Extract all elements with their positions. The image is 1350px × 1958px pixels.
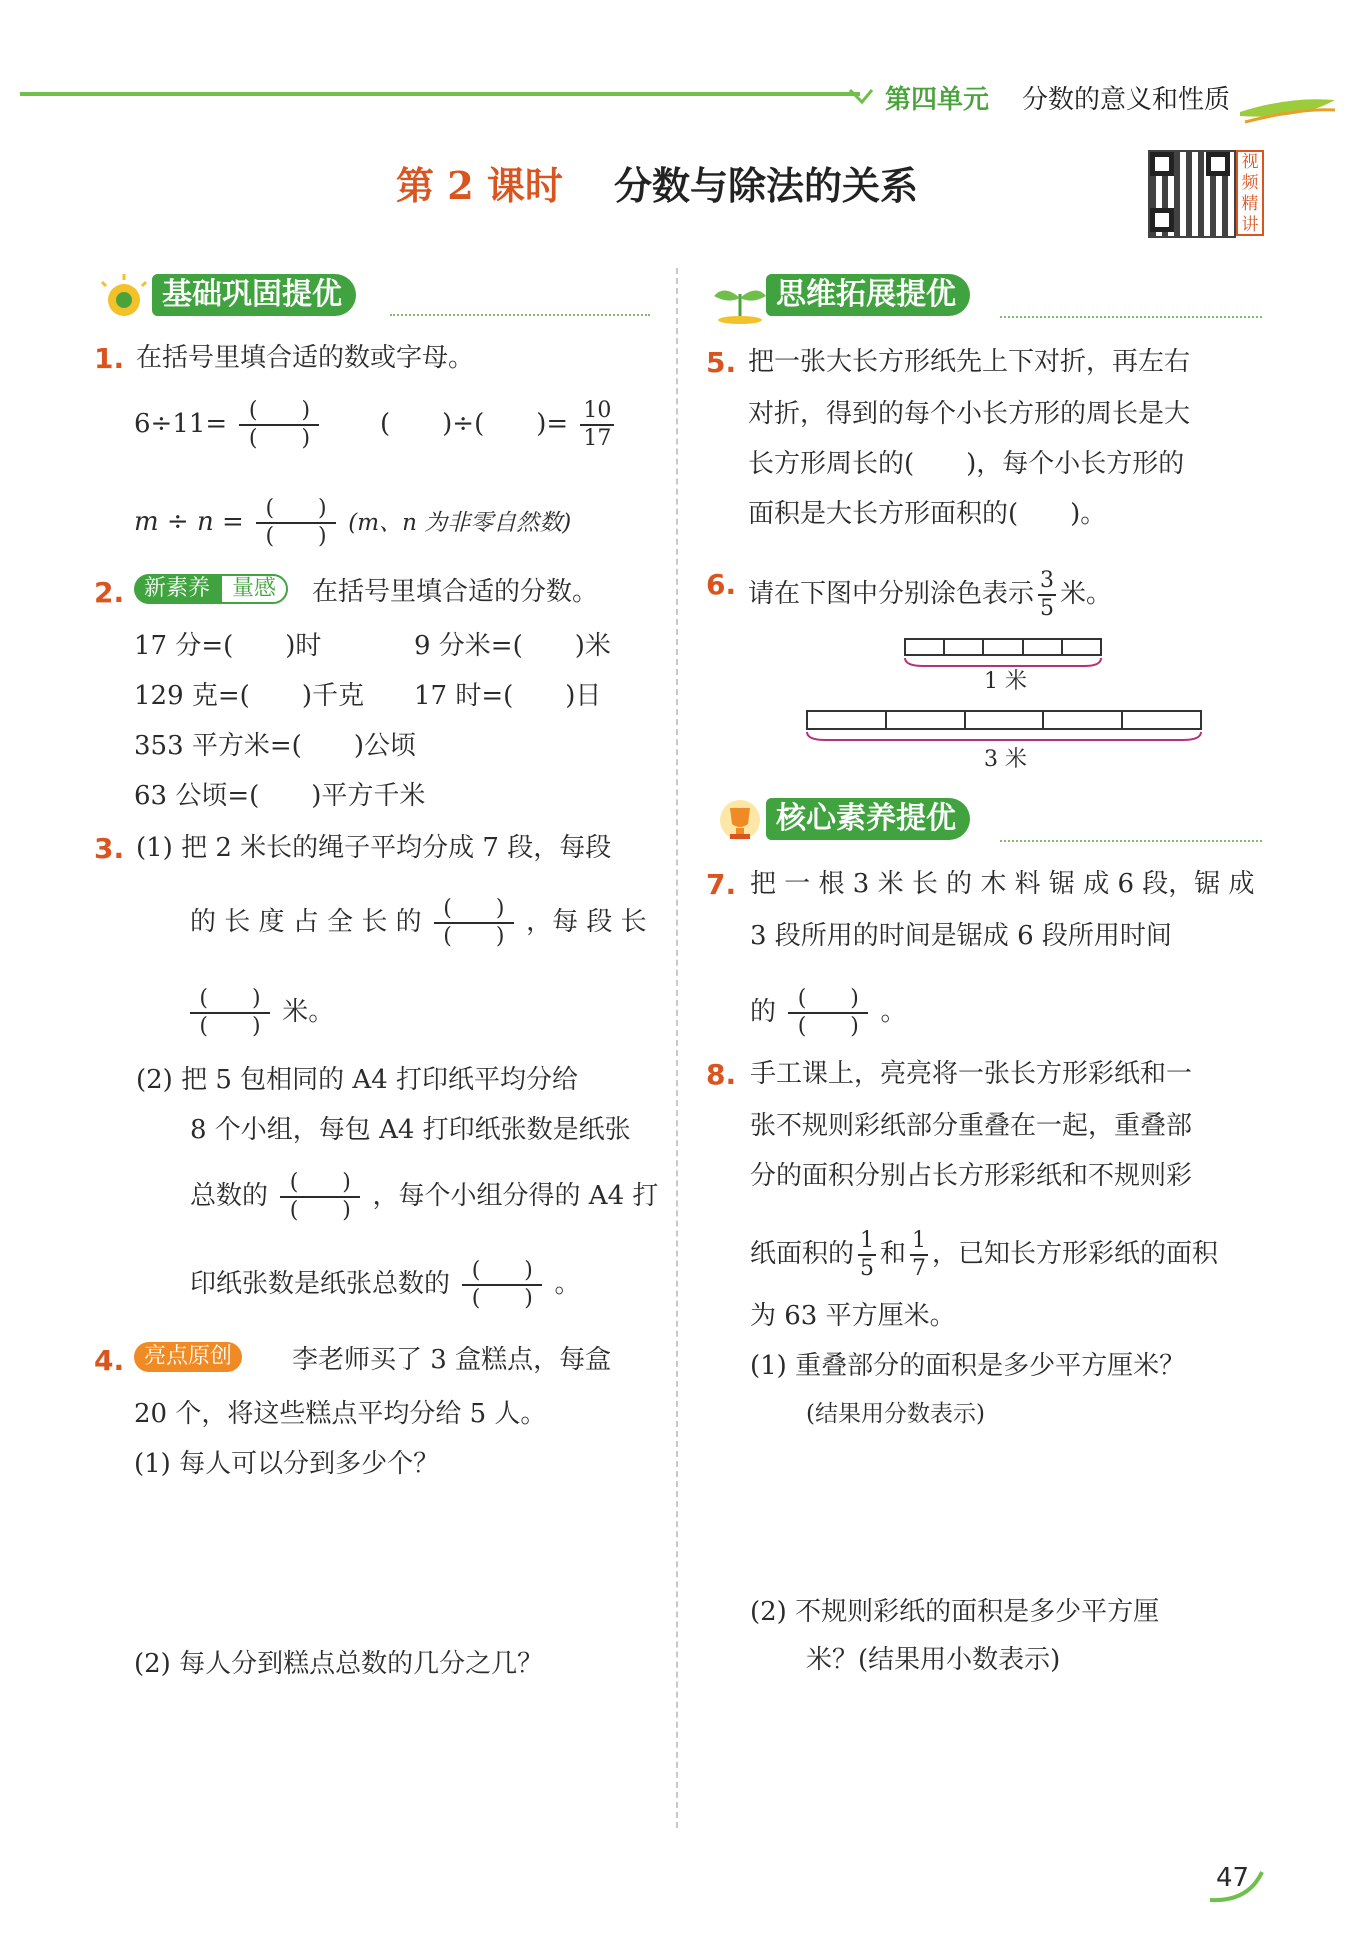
q3-p2b: 8 个小组，每包 A4 打印纸张数是纸张: [190, 1115, 631, 1145]
unit-title: 分数的意义和性质: [1022, 85, 1231, 115]
q1-number: 1.: [94, 342, 125, 375]
q1-eq2: ( )÷( )= $\frac{10}{17}$: [380, 398, 618, 452]
section-basic-underline: [390, 314, 650, 316]
q8-line2: 张不规则彩纸部分重叠在一起，重叠部: [750, 1111, 1193, 1141]
lesson-number: 第 2 课时: [396, 163, 563, 208]
sprout-icon: [708, 274, 772, 324]
qr-corner-tr: [1206, 152, 1230, 176]
q3-p1d: $\frac{( )}{( )}$ 米。: [186, 986, 334, 1040]
q2-badge: 新素养 量感: [134, 574, 288, 604]
qr-corner-bl: [1150, 208, 1174, 232]
q3-p2c: 总数的 $\frac{( )}{( )}$ ，每个小组分得的 A4 打: [190, 1170, 659, 1223]
column-divider: [676, 268, 678, 1828]
q4-number: 4.: [94, 1344, 125, 1377]
lesson-title: 分数与除法的关系: [614, 163, 919, 208]
q1-eq1: 6÷11= $\frac{( )}{( )}$: [134, 398, 323, 452]
qr-side-label: 视 频 精 讲: [1236, 150, 1264, 236]
q8-sub1: (1) 重叠部分的面积是多少平方厘米？: [750, 1351, 1186, 1381]
q6-label-3m: 3 米: [984, 747, 1027, 772]
q2-line4: 63 公顷=( )平方千米: [134, 781, 426, 811]
q8-sub2b: 米？(结果用小数表示): [806, 1645, 1061, 1675]
q5-line2: 对折，得到的每个小长方形的周长是大: [748, 399, 1191, 429]
q4-line2: 20 个，将这些糕点平均分给 5 人。: [134, 1399, 547, 1429]
q7-line1: 把 一 根 3 米 长 的 木 料 锯 成 6 段，锯 成: [750, 869, 1255, 899]
q5-line3: 长方形周长的( )，每个小长方形的: [748, 449, 1185, 479]
q2-line1a: 17 分=( )时: [134, 631, 322, 661]
q7-line2: 3 段所用的时间是锯成 6 段所用时间: [750, 921, 1172, 951]
q6-label-1m: 1 米: [984, 669, 1027, 694]
section-core-underline: [1000, 840, 1262, 842]
q8-number: 8.: [706, 1058, 737, 1091]
q8-line4: 纸面积的 $\frac{1}{5}$ 和 $\frac{1}{7}$ ，已知长方形彩纸的面积: [750, 1228, 1219, 1281]
q6-number: 6.: [706, 568, 737, 601]
q6-rect-1m[interactable]: [904, 638, 1102, 656]
qr-corner-tl: [1150, 152, 1174, 176]
q8-sub1-note: (结果用分数表示): [806, 1401, 985, 1427]
q3-number: 3.: [94, 832, 125, 865]
q4-line1: 李老师买了 3 盒糕点，每盒: [292, 1345, 612, 1375]
q3-p2e: 印纸张数是纸张总数的 $\frac{( )}{( )}$ 。: [190, 1258, 581, 1311]
q6-rect-3m[interactable]: [806, 710, 1202, 730]
section-core-title: 核心素养提优: [766, 798, 970, 840]
q8-line1: 手工课上，亮亮将一张长方形彩纸和一: [750, 1059, 1193, 1089]
q2-line2b: 17 时=( )日: [414, 681, 602, 711]
q5-line4: 面积是大长方形面积的( )。: [748, 499, 1107, 529]
q2-line3: 353 平方米=( )公顷: [134, 731, 416, 761]
q7-line3: 的 $\frac{( )}{( )}$ 。: [750, 986, 907, 1039]
section-basic-title: 基础巩固提优: [152, 274, 356, 316]
trophy-icon: [708, 796, 772, 846]
q2-number: 2.: [94, 576, 125, 609]
q6-brace-3m: [806, 730, 1202, 744]
q3-p1b: 的 长 度 占 全 长 的 $\frac{( )}{( )}$ ，每 段 长: [190, 896, 647, 949]
unit-label: 第四单元: [885, 85, 990, 115]
q4-sub2: (2) 每人分到糕点总数的几分之几？: [134, 1649, 544, 1679]
sun-gear-icon: [92, 272, 156, 324]
q5-number: 5.: [706, 346, 737, 379]
q5-line1: 把一张大长方形纸先上下对折，再左右: [748, 347, 1191, 377]
q3-p2a: (2) 把 5 包相同的 A4 打印纸平均分给: [136, 1065, 579, 1095]
q2-line2a: 129 克=( )千克: [134, 681, 364, 711]
q1-eq3: m ÷ n = $\frac{( )}{( )}$ (m、n 为非零自然数): [134, 496, 572, 549]
q2-stem: 在括号里填合适的分数。: [312, 577, 599, 607]
q3-p1a: (1) 把 2 米长的绳子平均分成 7 段，每段: [136, 833, 612, 863]
q4-badge: 亮点原创: [134, 1342, 242, 1372]
q6-stem: 请在下图中分别涂色表示 $\frac{3}{5}$ 米。: [748, 568, 1113, 621]
q1-stem: 在括号里填合适的数或字母。: [136, 343, 475, 373]
q7-number: 7.: [706, 868, 737, 901]
q4-sub1: (1) 每人可以分到多少个？: [134, 1449, 440, 1479]
q8-line5: 为 63 平方厘米。: [750, 1301, 956, 1331]
page-number: 47: [1216, 1863, 1250, 1893]
q8-sub2: (2) 不规则彩纸的面积是多少平方厘: [750, 1597, 1160, 1627]
q8-line3: 分的面积分别占长方形彩纸和不规则彩: [750, 1161, 1193, 1191]
page-number-swoosh: [1208, 1866, 1268, 1906]
q2-line1b: 9 分米=( )米: [414, 631, 611, 661]
section-extend-underline: [1000, 316, 1262, 318]
section-extend-title: 思维拓展提优: [766, 274, 970, 316]
